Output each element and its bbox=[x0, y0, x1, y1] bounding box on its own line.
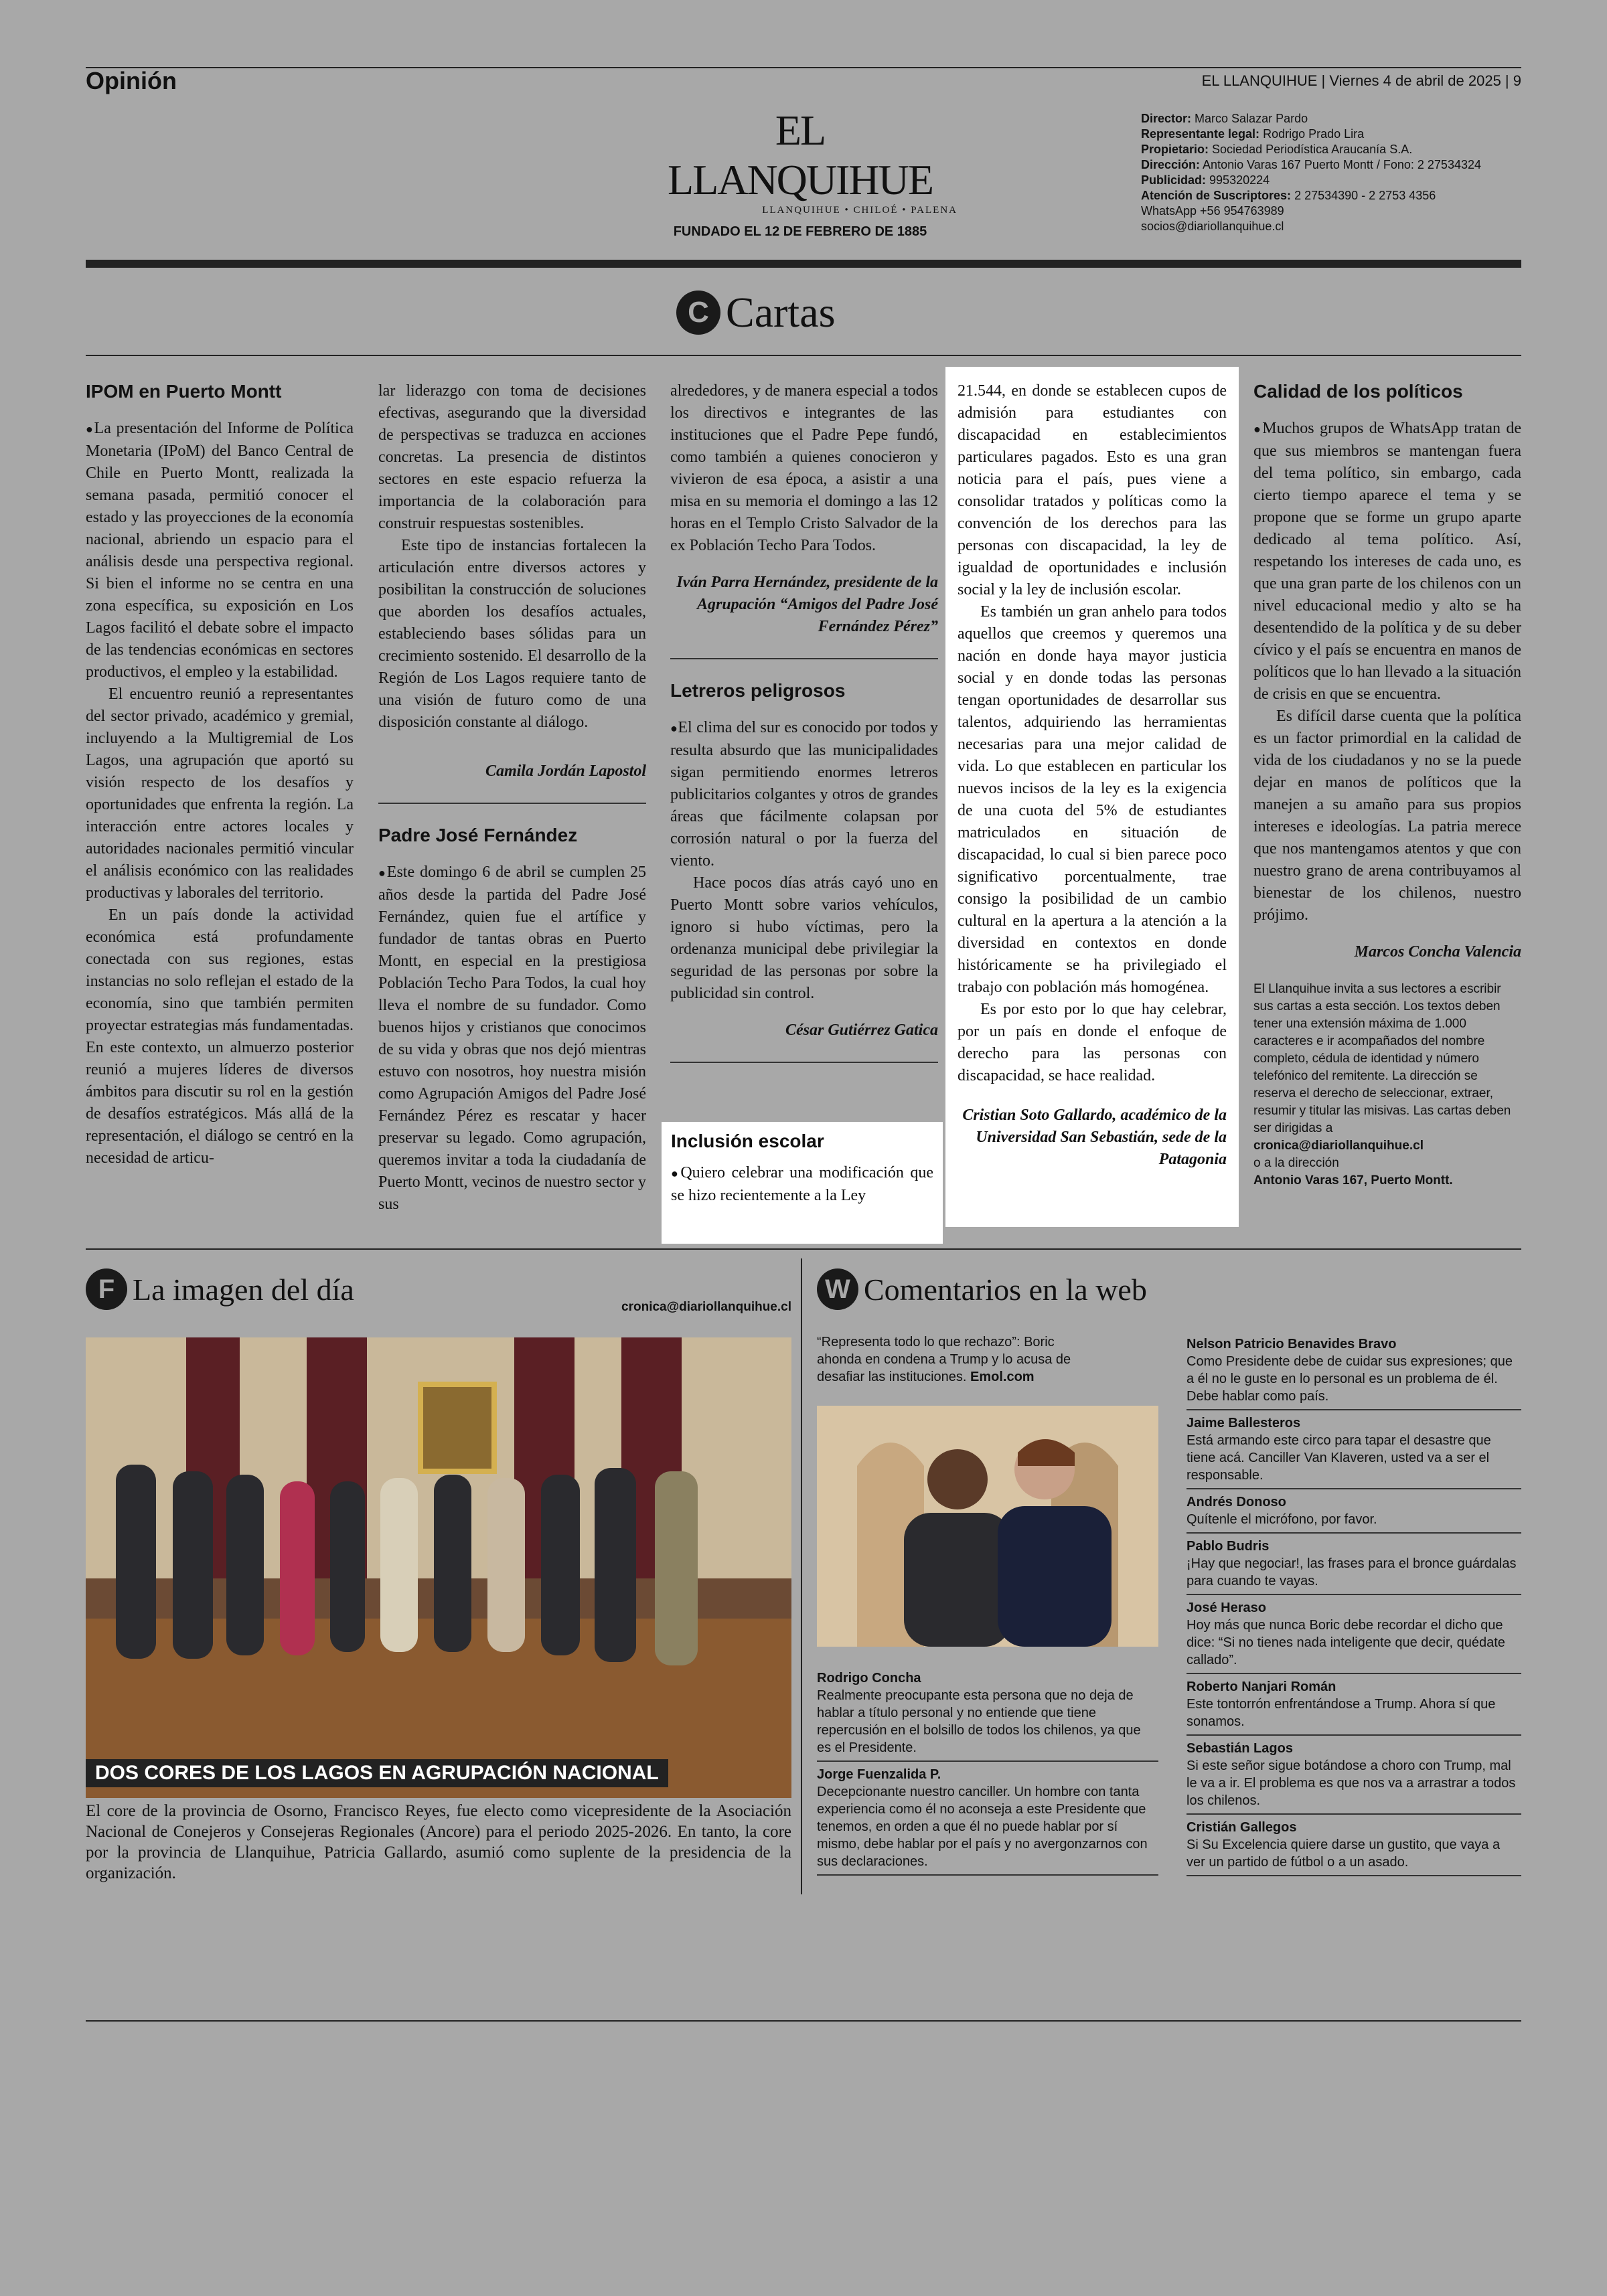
web-lead: “Representa todo lo que rechazo”: Boric ahonda en condena a Trump y lo acusa de desafiar las instituciones. Emol.com bbox=[817, 1335, 1071, 1384]
founded-date: FUNDADO EL 12 DE FEBRERO DE 1885 bbox=[673, 224, 927, 239]
letter-paragraph: Hace pocos días atrás cayó uno en Puerto Montt sobre varios vehículos, ignoro si hubo víctimas, pero la ordenanza municipal debe privilegiar la seguridad de las personas por sobre la publicidad sin control. bbox=[670, 874, 938, 1002]
letter-signature: Cristian Soto Gallardo, académico de la Universidad San Sebastián, sede de la Patagonia bbox=[962, 1106, 1227, 1168]
photo-illustration bbox=[86, 1337, 791, 1798]
comment-author: Sebastián Lagos bbox=[1187, 1741, 1293, 1756]
cartas-title: Cartas bbox=[726, 289, 836, 336]
web-comment bbox=[817, 1766, 1158, 1876]
imagen-email[interactable]: cronica@diariollanquihue.cl bbox=[621, 1300, 791, 1314]
letter-divider bbox=[670, 658, 938, 659]
comment-text: Como Presidente debe de cuidar sus expresiones; que a él no le guste en lo personal es un problema de él. Debe hablar como país. bbox=[1187, 1354, 1513, 1404]
letter-column-3 bbox=[670, 380, 938, 1083]
masthead-line: WhatsApp +56 954763989 bbox=[1141, 204, 1284, 218]
imagen-icon: F bbox=[86, 1268, 127, 1310]
letter-paragraph: lar liderazgo con toma de decisiones efectivas, asegurando que la diversidad de perspectivas se traduzca en acciones concretas. La presencia de distintos sectores en este espacio refuerza la importancia de la colaboración para construir respuestas sostenibles. bbox=[378, 382, 646, 532]
letter-paragraph: ● Muchos grupos de WhatsApp tratan de que sus miembros se mantengan fuera del tema político, sin embargo, cada cierto tiempo aparece el tema y se propone que se forme un grupo aparte dedicado al tema político. Así, respetando los intereses de cada uno, es que una gran parte de los chilenos con un nivel educacional medio y alto se ha desentendido de la política y de su deber cívico y el país se encuentra en manos de políticos que lo han llevado a la situación de crisis en que se encuentra. bbox=[1253, 418, 1521, 706]
masthead-line: Dirección: Antonio Varas 167 Puerto Montt / Fono: 2 27534324 bbox=[1141, 158, 1481, 171]
comment-author: Roberto Nanjari Román bbox=[1187, 1679, 1336, 1694]
web-comment bbox=[1187, 1599, 1521, 1674]
letter-signature: Iván Parra Hernández, presidente de la Agrupación “Amigos del Padre José Fernández Pérez” bbox=[676, 574, 938, 635]
imagen-heading bbox=[86, 1268, 354, 1310]
comment-text: Si Su Excelencia quiere darse un gustito, que vaya a ver un partido de fútbol o a un asado. bbox=[1187, 1837, 1501, 1870]
comment-text: Quítenle el micrófono, por favor. bbox=[1187, 1512, 1377, 1527]
imagen-title: La imagen del día bbox=[133, 1272, 354, 1307]
masthead bbox=[1141, 111, 1521, 234]
comment-author: José Heraso bbox=[1187, 1601, 1266, 1615]
letter-paragraph: 21.544, en donde se establecen cupos de admisión para estudiantes con discapacidad en establecimientos particulares pagados. Esto es una gran noticia para el país, pues viene a consolidar tratados y políticas como la convención de los derechos para las personas con discapacidad, la ley de igualdad de oportunidades e inclusión social y la ley de inclusión escolar. bbox=[958, 382, 1227, 598]
comment-author: Rodrigo Concha bbox=[817, 1671, 921, 1686]
letters-address: Antonio Varas 167, Puerto Montt. bbox=[1253, 1173, 1453, 1187]
letter-paragraph: ● El clima del sur es conocido por todos y resulta absurdo que las municipalidades sigan permitiendo enormes letreros publicitarios colgantes y otros de grandes áreas que fácilmente colapsan por corrosión natural o por la fuerza del viento. bbox=[670, 717, 938, 872]
web-heading bbox=[817, 1268, 1147, 1310]
letters-email[interactable]: cronica@diariollanquihue.cl bbox=[1253, 1139, 1424, 1153]
letter-paragraph: Es también un gran anhelo para todos aquellos que creemos y queremos una nación en donde haya mayor justicia social y en donde todas las personas tengan oportunidades de desarrollar sus talentos, adquiriendo las herramientas necesarias para una mejor calidad de vida. Lo que establecen en particular los nuevos incisos de la ley es la exigencia de una cuota del 5% de estudiantes matriculados en situación de discapacidad, lo cual si bien parece poco significativo porcentualmente, trae consigo la posibilidad de un cambio cultural en la apertura a la atención a la diversidad en contextos en donde históricamente se ha privilegiado el trabajo con población más homogénea. bbox=[958, 603, 1227, 996]
cartas-icon: C bbox=[676, 291, 720, 335]
comment-text: Realmente preocupante esta persona que no deja de hablar a título personal y no entiende que tiene repercusión en el bolsillo de todos los chilenos, ya que es el Presidente. bbox=[817, 1688, 1141, 1755]
newspaper-logo: EL LLANQUIHUE bbox=[668, 106, 933, 203]
letter-title: Inclusión escolar bbox=[671, 1131, 824, 1151]
photo-caption: El core de la provincia de Osorno, Francisco Reyes, fue electo como vicepresidente de la Asociación Nacional de Conejeros y Consejeras Regionales (Ancore) para el periodo 2025-2026. En tanto, la core por la provincia de Llanquihue, Patricia Gallardo, asumió como suplente de la presidencia de la organización. bbox=[86, 1802, 791, 1882]
masthead-line: Publicidad: 995320224 bbox=[1141, 173, 1270, 187]
bottom-rule bbox=[86, 2020, 1521, 2022]
letters-or: o a la dirección bbox=[1253, 1156, 1339, 1170]
letter-column-5 bbox=[1253, 380, 1521, 1190]
photo-of-the-day bbox=[86, 1337, 791, 1798]
logo-subtitle: LLANQUIHUE • CHILOÉ • PALENA bbox=[762, 205, 958, 216]
letter-title: Letreros peligrosos bbox=[670, 680, 846, 701]
top-rule bbox=[86, 67, 1521, 68]
cartas-heading bbox=[676, 288, 836, 337]
letter-signature: César Gutiérrez Gatica bbox=[785, 1021, 938, 1039]
masthead-line: Atención de Suscriptores: 2 27534390 - 2 2753 4356 bbox=[1141, 189, 1436, 202]
header-thick-rule bbox=[86, 260, 1521, 268]
web-comment bbox=[817, 1669, 1158, 1762]
masthead-line: socios@diariollanquihue.cl bbox=[1141, 220, 1284, 233]
logo-block bbox=[643, 106, 958, 240]
letter-paragraph: Es por esto por lo que hay celebrar, por un país en donde el enfoque de derecho para las personas con discapacidad, se hace realidad. bbox=[958, 1001, 1227, 1084]
web-comment bbox=[1187, 1678, 1521, 1736]
comment-text: Hoy más que nunca Boric debe recordar el dicho que dice: “Si no tienes nada inteligente que decir, quédate callado”. bbox=[1187, 1618, 1505, 1667]
web-comment bbox=[1187, 1740, 1521, 1815]
web-comment bbox=[1187, 1538, 1521, 1595]
comment-author: Jaime Ballesteros bbox=[1187, 1416, 1301, 1430]
comment-author: Jorge Fuenzalida P. bbox=[817, 1767, 941, 1782]
comment-author: Cristián Gallegos bbox=[1187, 1820, 1297, 1835]
cartas-rule bbox=[86, 355, 1521, 356]
comment-author: Nelson Patricio Benavides Bravo bbox=[1187, 1337, 1397, 1351]
letter-paragraph: ● La presentación del Informe de Política Monetaria (IPoM) del Banco Central de Chile en Puerto Montt, realizada la semana pasada, permitió conocer el estado y las proyecciones de la economía nacional, abriendo un espacio para el análisis desde una perspectiva regional. Si bien el informe no se centra en una zona específica, su exposición en Los Lagos facilitó el debate sobre el impacto de las tendencias económicas en sectores productivos, el empleo y la estabilidad. bbox=[86, 418, 354, 683]
letter-paragraph: alrededores, y de manera especial a todos los directivos e integrantes de las instituciones que el Padre Pepe fundó, como también a quienes conocieron y vivieron de esa época, a asistir a una misa en su memoria el domingo a las 12 horas en el Templo Cristo Salvador de la ex Población Techo Para Todos. bbox=[670, 382, 938, 554]
mid-rule bbox=[86, 1248, 1521, 1250]
web-comment bbox=[1187, 1335, 1521, 1410]
masthead-line: Director: Marco Salazar Pardo bbox=[1141, 112, 1308, 125]
comment-author: Pablo Budris bbox=[1187, 1539, 1270, 1554]
web-photo bbox=[817, 1406, 1158, 1647]
web-comment bbox=[1187, 1493, 1521, 1534]
letter-title: Padre José Fernández bbox=[378, 825, 578, 845]
letter-signature: Camila Jordán Lapostol bbox=[485, 762, 646, 780]
web-comments-left bbox=[817, 1669, 1158, 1880]
web-source[interactable]: Emol.com bbox=[970, 1370, 1035, 1384]
letter-column-1 bbox=[86, 380, 354, 1169]
section-title: Opinión bbox=[86, 67, 177, 94]
letter-inclusion-start bbox=[662, 1122, 943, 1244]
comment-author: Andrés Donoso bbox=[1187, 1495, 1286, 1509]
vertical-divider bbox=[801, 1258, 802, 1894]
letters-policy-note: El Llanquihue invita a sus lectores a escribir sus cartas a esta sección. Los textos deben tener una extensión máxima de 1.000 caracteres e ir acompañados del nombre completo, cédula de identidad y número telefónico del remitente. La dirección se reserva el derecho de seleccionar, extraer, resumir y titular las misivas. Las cartas deben ser dirigidas a cronica@diariollanquihue.cl o a la dirección Antonio Varas 167, Puerto Montt. bbox=[1253, 981, 1521, 1190]
web-comment bbox=[1187, 1414, 1521, 1489]
web-comments-right bbox=[1187, 1335, 1521, 1880]
letter-title: Calidad de los políticos bbox=[1253, 381, 1463, 402]
comment-text: Este tontorrón enfrentándose a Trump. Ahora sí que sonamos. bbox=[1187, 1697, 1496, 1729]
comment-text: Decepcionante nuestro canciller. Un hombre con tanta experiencia como él no aconseja a este Presidente que tenemos, en orden a que él no puede hablar por sí mismo, debe hablar por el país y no avergonzarnos con sus declaraciones. bbox=[817, 1785, 1148, 1869]
letter-paragraph: ● Este domingo 6 de abril se cumplen 25 años desde la partida del Padre José Fernández, quien fue el artífice y fundador de tantas obras en Puerto Montt, en especial en la prestigiosa Población Techo Para Todos, la cual hoy lleva el nombre de su fundador. Como buenos hijos y cristianos que conocimos de su vida y obras que nos dejó mientras estuvo con nosotros, hoy nuestra misión como Agrupación Amigos del Padre José Fernández Pérez es rescatar y hacer preservar su legado. Como agrupación, queremos invitar a toda la ciudadanía de Puerto Montt, vecinos de nuestro sector y sus bbox=[378, 862, 646, 1216]
letter-paragraph: En un país donde la actividad económica está profundamente conectada con sus regiones, estas instancias no solo reflejan el estado de la economía, sino que también permiten proyectar estrategias más fundamentadas. En este contexto, un almuerzo posterior reunió a mujeres líderes de diversos ámbitos para discutir su rol en la gestión de desafíos estratégicos. Más allá de la representación, el diálogo se centró en la necesidad de articu- bbox=[86, 906, 354, 1167]
letter-signature: Marcos Concha Valencia bbox=[1354, 943, 1521, 961]
letter-column-2 bbox=[378, 380, 646, 1216]
letter-paragraph: Este tipo de instancias fortalecen la articulación entre diversos actores y posibilitan la construcción de soluciones que aborden los desafíos actuales, estableciendo bases sólidas para un crecimiento sostenido. El desarrollo de la Región de Los Lagos requiere tanto de una visión de futuro como de una disposición constante al diálogo. bbox=[378, 537, 646, 731]
folio: EL LLANQUIHUE | Viernes 4 de abril de 2025 | 9 bbox=[1201, 72, 1521, 89]
letter-title: IPOM en Puerto Montt bbox=[86, 381, 282, 402]
web-icon: W bbox=[817, 1268, 858, 1310]
letter-divider bbox=[378, 803, 646, 804]
comment-text: ¡Hay que negociar!, las frases para el bronce guárdalas para cuando te vayas. bbox=[1187, 1556, 1517, 1588]
web-comment bbox=[1187, 1819, 1521, 1876]
masthead-line: Representante legal: Rodrigo Prado Lira bbox=[1141, 127, 1365, 141]
web-title: Comentarios en la web bbox=[864, 1272, 1147, 1307]
comment-text: Si este señor sigue botándose a choro con Trump, mal le va a ir. El problema es que nos va a arrastrar a todos los chilenos. bbox=[1187, 1758, 1516, 1808]
photo-headline: DOS CORES DE LOS LAGOS EN AGRUPACIÓN NACIONAL bbox=[86, 1759, 668, 1787]
letter-paragraph: Es difícil darse cuenta que la política es un factor primordial en la calidad de vida de los ciudadanos y no se la puede dejar en manos de políticos que la manejen a su amaño para sus propios intereses e ideologías. La patria merece que nos mantengamos atentos y que con nuestro grano de arena contribuyamos al bienestar de los chilenos, nuestro prójimo. bbox=[1253, 708, 1521, 924]
masthead-line: Propietario: Sociedad Periodística Araucanía S.A. bbox=[1141, 143, 1413, 156]
letter-column-4 bbox=[945, 367, 1239, 1227]
letter-paragraph: ● Quiero celebrar una modificación que se hizo recientemente a la Ley bbox=[671, 1162, 933, 1207]
letter-divider bbox=[670, 1062, 938, 1063]
web-photo-illustration bbox=[817, 1406, 1158, 1647]
comment-text: Está armando este circo para tapar el desastre que tiene acá. Canciller Van Klaveren, usted va a ser el responsable. bbox=[1187, 1433, 1491, 1483]
letter-paragraph: El encuentro reunió a representantes del sector privado, académico y gremial, incluyendo a la Multigremial de Los Lagos, una agrupación que aportó su visión respecto de los desafíos y oportunidades que enfrenta la región. La interacción entre actores locales y autoridades nacionales permitió vincular el análisis económico con las realidades productivas y laborales del territorio. bbox=[86, 685, 354, 902]
